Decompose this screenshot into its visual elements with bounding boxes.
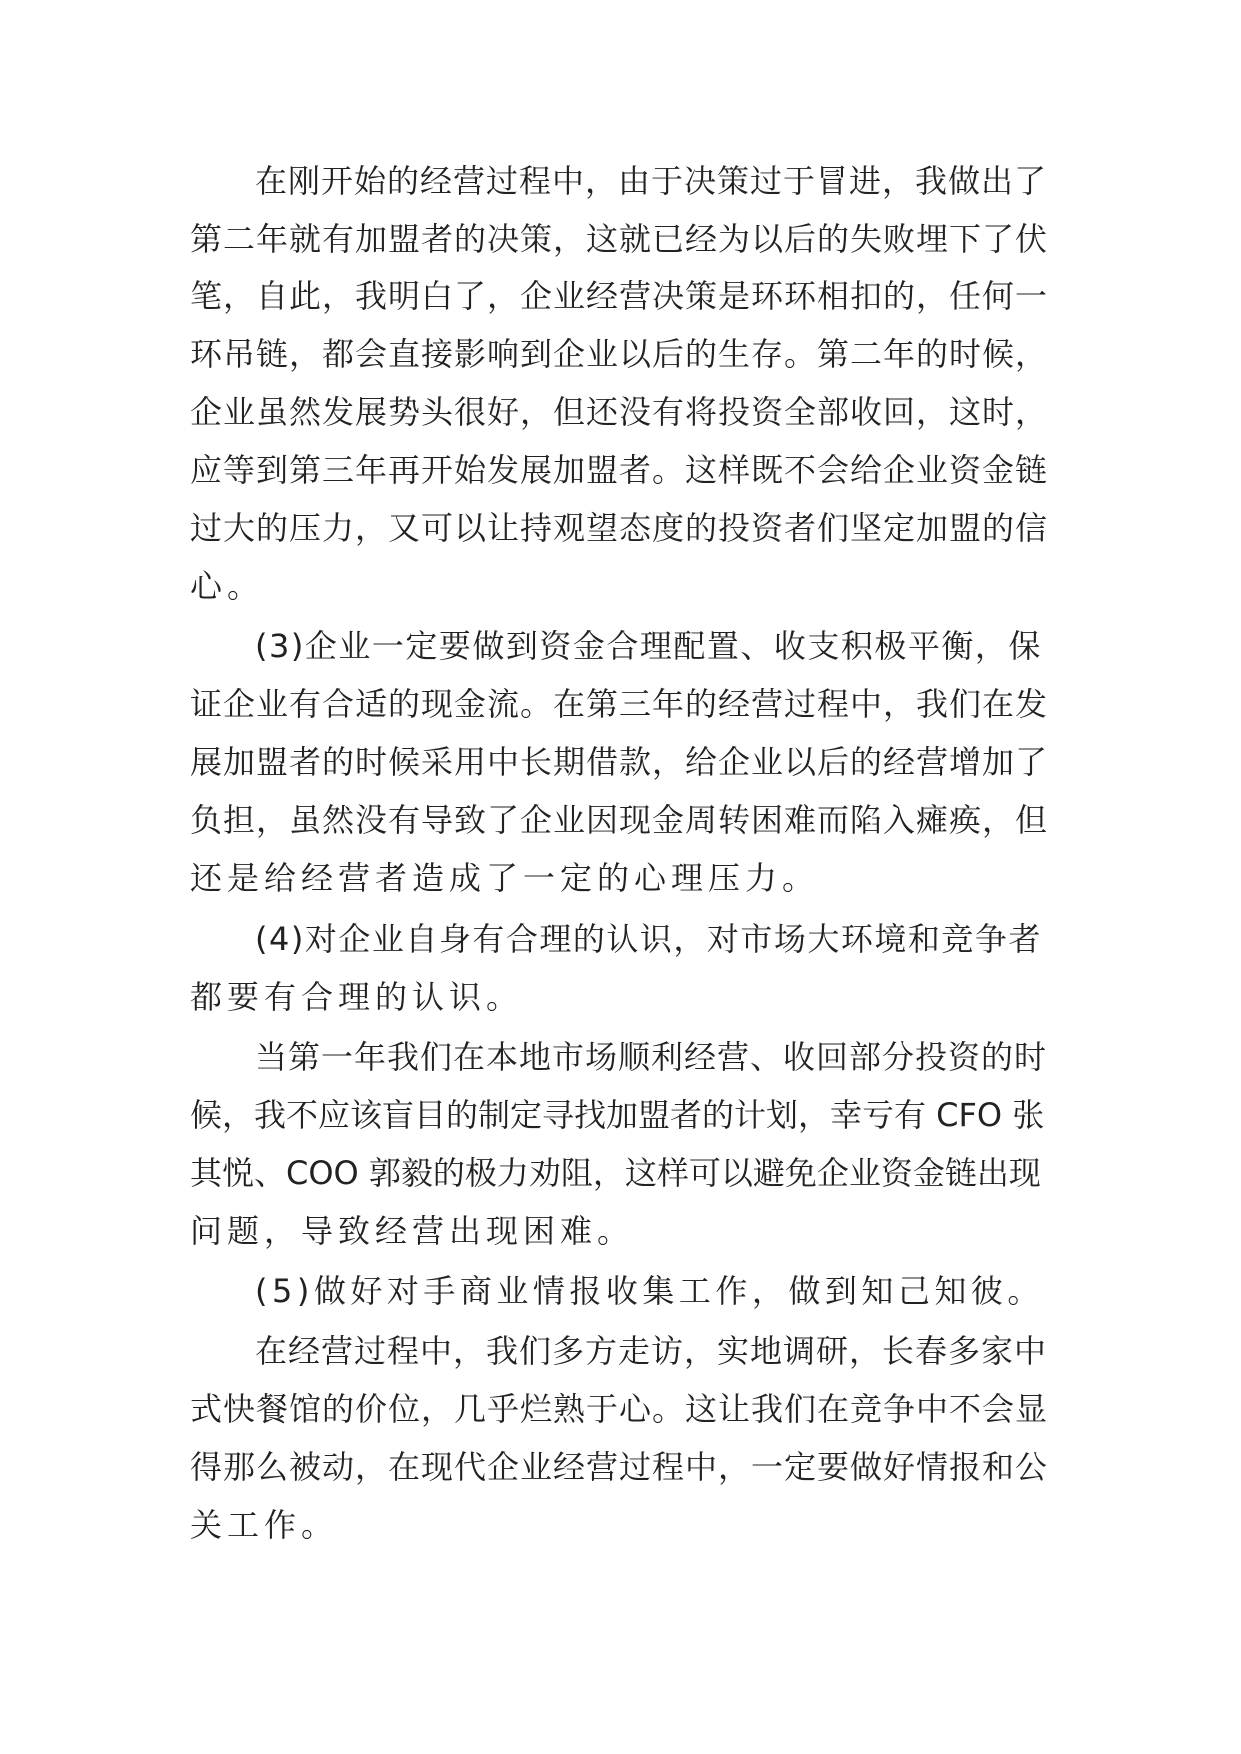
- text-line: 环吊链，都会直接影响到企业以后的生存。第二年的时候，: [190, 335, 1049, 373]
- text-line: 关工作。: [190, 1506, 339, 1544]
- text-line: 候，我不应该盲目的制定寻找加盟者的计划，幸亏有 CFO 张: [190, 1096, 1045, 1134]
- text-line: 都要有合理的认识。: [190, 978, 524, 1016]
- text-line: 其悦、COO 郭毅的极力劝阻，这样可以避免企业资金链出现: [190, 1154, 1041, 1192]
- text-line: 笔，自此，我明白了，企业经营决策是环环相扣的，任何一: [190, 277, 1049, 315]
- text-line: (5)做好对手商业情报收集工作，做到知己知彼。: [255, 1272, 1044, 1310]
- text-line: 企业虽然发展势头很好，但还没有将投资全部收回，这时，: [190, 393, 1049, 431]
- text-line: 证企业有合适的现金流。在第三年的经营过程中，我们在发: [190, 685, 1049, 723]
- text-line: 第二年就有加盟者的决策，这就已经为以后的失败埋下了伏: [190, 220, 1049, 258]
- text-line: 在经营过程中，我们多方走访，实地调研，长春多家中: [255, 1332, 1048, 1370]
- text-line: 展加盟者的时候采用中长期借款，给企业以后的经营增加了: [190, 743, 1049, 781]
- text-line: 心。: [190, 567, 265, 605]
- text-line: 在刚开始的经营过程中，由于决策过于冒进，我做出了: [255, 162, 1048, 200]
- text-line: 过大的压力，又可以让持观望态度的投资者们坚定加盟的信: [190, 509, 1049, 547]
- text-line: 负担，虽然没有导致了企业因现金周转困难而陷入瘫痪，但: [190, 801, 1049, 839]
- text-line: 式快餐馆的价位，几乎烂熟于心。这让我们在竞争中不会显: [190, 1390, 1049, 1428]
- text-line: 应等到第三年再开始发展加盟者。这样既不会给企业资金链: [190, 451, 1049, 489]
- text-line: 当第一年我们在本地市场顺利经营、收回部分投资的时: [255, 1038, 1048, 1076]
- text-line: 得那么被动，在现代企业经营过程中，一定要做好情报和公: [190, 1448, 1049, 1486]
- text-line: 还是给经营者造成了一定的心理压力。: [190, 859, 820, 897]
- text-line: (4)对企业自身有合理的认识，对市场大环境和竞争者: [255, 920, 1042, 958]
- text-line: 问题，导致经营出现困难。: [190, 1212, 635, 1250]
- text-line: (3)企业一定要做到资金合理配置、收支积极平衡，保: [255, 627, 1042, 665]
